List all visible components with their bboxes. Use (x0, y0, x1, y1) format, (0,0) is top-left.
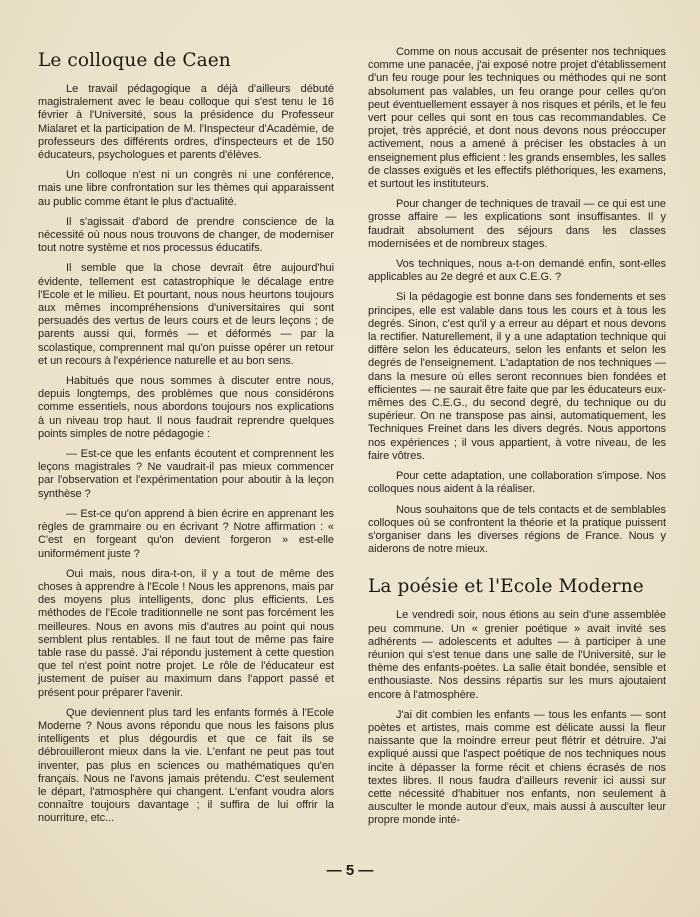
paragraph: J'ai dit combien les enfants — tous les enfants — sont poètes et artistes, mais comme est délicate aussi la fleur naissante que la moindre erreur peut flétrir et détruire. J'ai expliqué aussi que l'aspect poétique de nos techniques nous incite à dépasser la forme récit et chiens écrasés de nos textes libres. Il nous faudra d'ailleurs revenir ici aussi sur cette nécessité d'habituer nos enfants, non seulement à ausculter le monde autour d'eux, mais aussi à ausculter leur propre monde inté- (368, 708, 666, 827)
paragraph: — Est-ce que les enfants écoutent et comprennent les leçons magistrales ? Ne vaudrait-il pas mieux commencer par l'observation et l'expérimentation pour aboutir à la leçon synthèse ? (38, 448, 334, 500)
paragraph: Habitués que nous sommes à discuter entre nous, depuis longtemps, des problèmes que nous considérons comme essentiels, nous abordons toujours nos explications à un niveau trop haut. Il nous faudrait reprendre quelques points simples de notre pédagogie : (38, 375, 334, 440)
paragraph: Que deviennent plus tard les enfants formés à l'Ecole Moderne ? Nous avons répondu que nous les faisons plus intelligents et plus dégourdis et que ce fait ils se débrouilleront mieux dans la vie. L'enfant ne peut pas tout inventer, pas plus en sciences ou mathématiques qu'en français. Nous ne l'avons jamais prétendu. C'est seulement le départ, l'atmosphère qui changent. L'enfant voudra alors connaître toujours davantage ; il suffira de lui offrir la nourriture, etc... (38, 706, 334, 825)
paragraph: Oui mais, nous dira-t-on, il y a tout de même des choses à apprendre à l'Ecole ! Nous les apprenons, mais par des moyens plus intelligents, donc plus efficients. Les méthodes de l'Ecole traditionnelle ne sont pas forcément les meilleures. Nous en avons mis d'autres au point qui nous semblent plus rentables. Il ne faut tout de même pas faire table rase du passé. J'ai répondu justement à cette question que tel n'est point notre projet. Le rôle de l'éducateur est justement de puiser au maximum dans l'apport passé et présent pour préparer l'avenir. (38, 567, 334, 699)
paragraph: Vos techniques, nous a-t-on demandé enfin, sont-elles applicables au 2e degré et aux C.E.G. ? (368, 258, 666, 284)
paragraph: Pour changer de techniques de travail — ce qui est une grosse affaire — les explications sont insuffisantes. Il y faudrait absolument des séjours dans les classes modernisées et de nombreux stages. (368, 198, 666, 250)
paragraph: Comme on nous accusait de présenter nos techniques comme une panacée, j'ai exposé notre projet d'établissement d'un feu rouge pour les techniques ou méthodes qui ne sont absolument pas valables, un feu orange pour celles qu'on peut éventuellement essayer à nos risques et périls, et le feu vert pour celles qui sont en tous cas recommandables. Ce projet, très apprécié, et dont nous devons nous préoccuper activement, nous a amené à préciser les obstacles à un enseignement plus efficient : les grands ensembles, les salles de classes exiguës et les effectifs pléthoriques, les examens, et surtout les instituteurs. (368, 46, 666, 191)
paragraph: Pour cette adaptation, une collaboration s'impose. Nos colloques nous aident à la réaliser. (368, 470, 666, 496)
paragraph: Il semble que la chose devrait être aujourd'hui évidente, tellement est catastrophique le décalage entre l'Ecole et le milieu. Et pourtant, nous nous heurtons toujours aux mêmes incompréhensions d'universitaires qui sont persuadés des vertus de leurs cours et de leurs leçons ; de parents aussi qui, formés — et déformés — par la scolastique, comprennent mal qu'on puisse opérer un retour et un recours à l'expérience naturelle et au bon sens. (38, 262, 334, 367)
paragraph: Un colloque n'est ni un congrès ni une conférence, mais une libre confrontation sur les thèmes qui apparaissent au public comme étant le plus d'actualité. (38, 169, 334, 208)
paragraph: Le vendredi soir, nous étions au sein d'une assemblée peu commune. Un « grenier poétique » avait invité ses adhérents — adolescents et adultes — à participer à une réunion qui s'est tenue dans une salle de l'Université, sur le thème des enfants-poètes. La salle était bondée, sensible et enthousiaste. Nos dessins répartis sur les murs ajoutaient encore à l'atmosphère. (368, 609, 666, 701)
paragraph: Nous souhaitons que de tels contacts et de semblables colloques où se confrontent la théorie et la pratique puissent s'organiser dans les diverses régions de France. Nous y aiderons de notre mieux. (368, 503, 666, 556)
paragraph: Il s'agissait d'abord de prendre conscience de la nécessité où nous nous trouvons de changer, de moderniser tout notre système et nos processus éducatifs. (38, 215, 334, 255)
right-column (368, 46, 666, 835)
page-number: — 5 — (326, 862, 374, 879)
section-heading-colloque: Le colloque de Caen (38, 50, 231, 71)
paragraph: — Est-ce qu'on apprend à bien écrire en apprenant les règles de grammaire ou en écrivant ? Notre affirmation : « C'est en forgeant qu'on devient forgeron » est-elle uniformément juste ? (38, 507, 334, 560)
paragraph: Le travail pédagogique a déjà d'ailleurs débuté magistralement avec le beau colloque qui s'est tenu le 16 février à l'Université, sous la présidence du Professeur Mialaret et la participation de M. l'Inspecteur d'Académie, de professeurs des différents ordres, d'inspecteurs et de 150 éducateurs, psychologues et parents d'élèves. (38, 83, 334, 162)
section-heading-poesie: La poésie et l'Ecole Moderne (368, 576, 644, 598)
paragraph: Si la pédagogie est bonne dans ses fondements et ses principes, elle est valable dans tous les cours et à tous les degrés. Sinon, c'est qu'il y a erreur au départ et nous devons la rectifier. Naturellement, il y a une adaptation technique qui diffère selon les éducateurs, selon les enfants et selon les degrés de l'enseignement. L'adaptation de nos techniques — dans la mesure où elles seront reconnues bien fondées et efficientes — ne saurait être faite que par les éducateurs eux-mêmes des C.E.G., du second degré, du technique ou du supérieur. On ne transpose pas ainsi, automatiquement, les Techniques Freinet dans les divers degrés. Nous apportons nos expériences ; il vous appartient, à votre niveau, de les faire vôtres. (368, 291, 666, 462)
left-column (38, 46, 334, 833)
